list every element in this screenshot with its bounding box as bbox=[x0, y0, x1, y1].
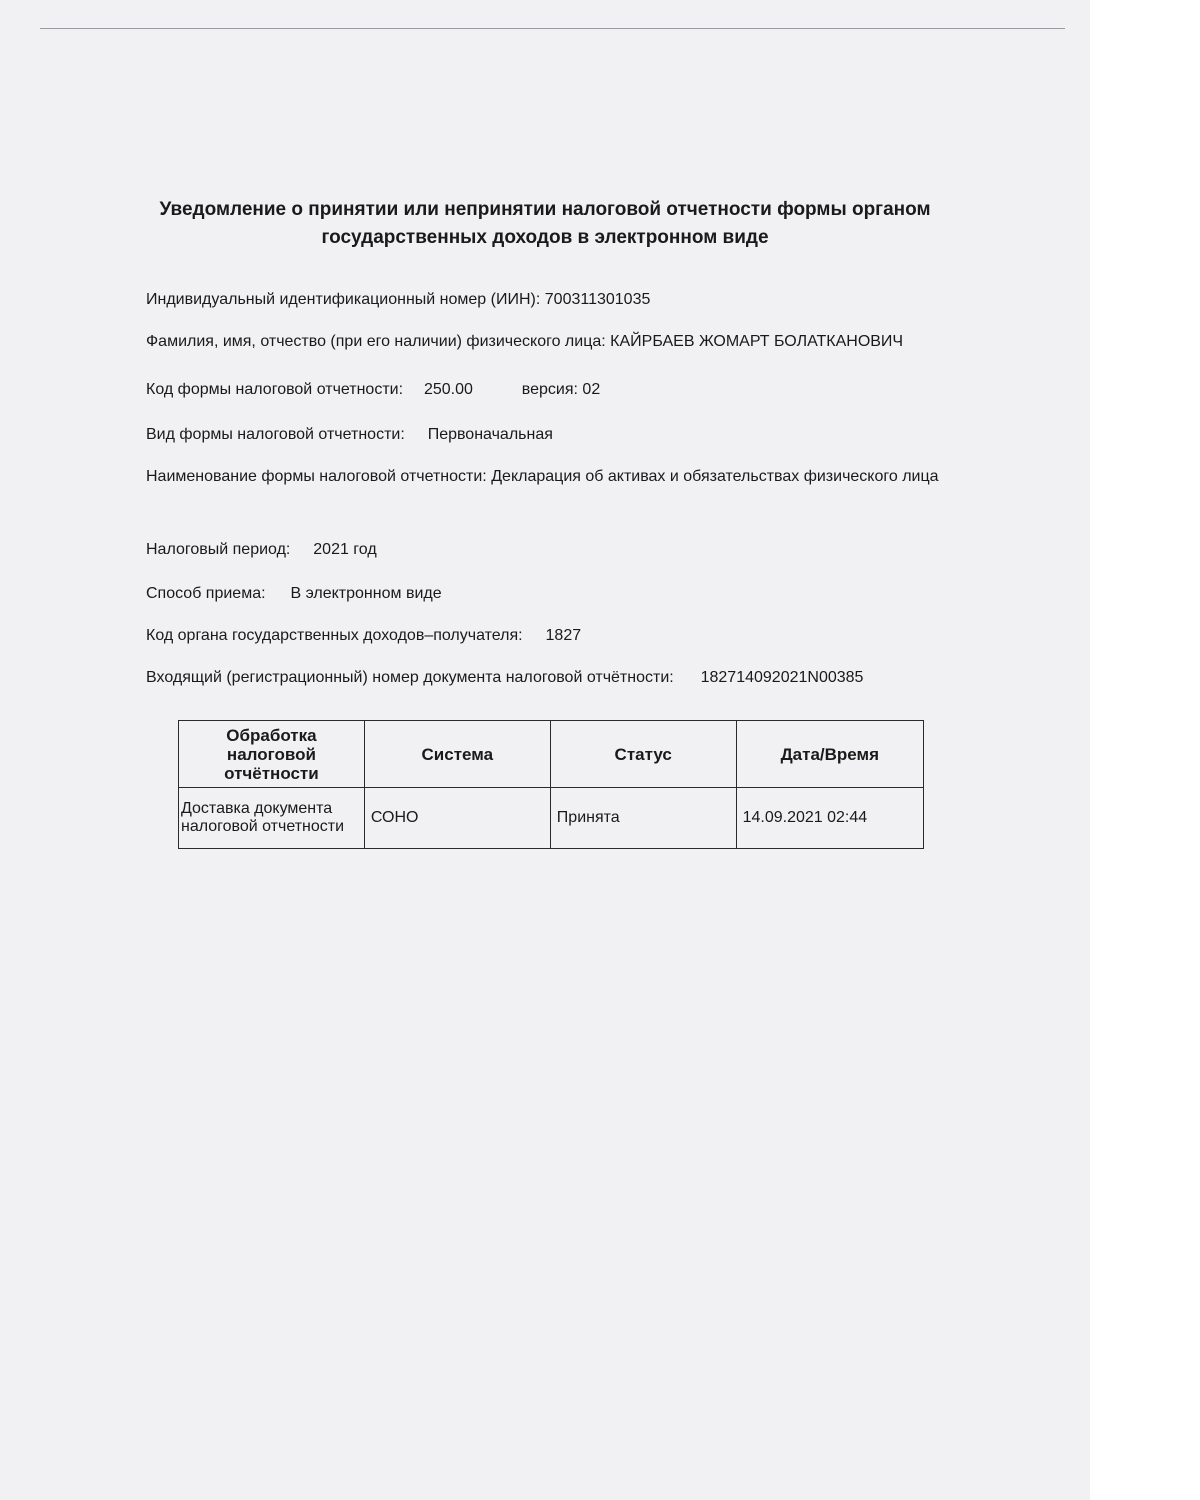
form-type-value: Первоначальная bbox=[427, 426, 553, 443]
iin-value: 700311301035 bbox=[544, 291, 651, 308]
cell-datetime: 14.09.2021 02:44 bbox=[736, 788, 923, 849]
period-value: 2021 год bbox=[313, 541, 377, 558]
cell-status: Принята bbox=[550, 788, 736, 849]
form-code-label: Код формы налоговой отчетности: bbox=[146, 381, 404, 398]
form-code-field bbox=[146, 376, 600, 404]
authority-field bbox=[146, 622, 581, 650]
authority-value: 1827 bbox=[545, 627, 582, 644]
form-name-label: Наименование формы налоговой отчетности: bbox=[146, 468, 487, 485]
method-field bbox=[146, 580, 442, 608]
version-value: 02 bbox=[582, 381, 601, 398]
iin-field bbox=[146, 286, 650, 314]
version-label: версия: bbox=[521, 381, 578, 398]
period-label: Налоговый период: bbox=[146, 541, 291, 558]
top-divider bbox=[40, 28, 1065, 29]
cell-system: СОНО bbox=[364, 788, 550, 849]
form-type-field bbox=[146, 421, 553, 449]
form-name-value: Декларация об активах и обязательствах физического лица bbox=[491, 468, 939, 485]
method-value: В электронном виде bbox=[290, 585, 442, 602]
document-title: Уведомление о принятии или непринятии налоговой отчетности формы органом государственных доходов в электронном виде bbox=[159, 199, 931, 248]
header-datetime: Дата/Время bbox=[736, 721, 923, 788]
reg-number-value: 182714092021N00385 bbox=[700, 669, 864, 686]
header-system: Система bbox=[364, 721, 550, 788]
period-field bbox=[146, 536, 377, 564]
method-label: Способ приема: bbox=[146, 585, 266, 602]
form-type-label: Вид формы налоговой отчетности: bbox=[146, 426, 405, 443]
reg-number-field bbox=[146, 664, 863, 692]
iin-label: Индивидуальный идентификационный номер (ИИН): bbox=[146, 291, 541, 308]
form-code-value: 250.00 bbox=[423, 381, 473, 398]
reg-number-label: Входящий (регистрационный) номер документа налоговой отчётности: bbox=[146, 669, 674, 686]
name-field bbox=[146, 328, 903, 356]
header-processing: Обработка налоговой отчётности bbox=[179, 721, 365, 788]
name-label: Фамилия, имя, отчество (при его наличии) физического лица: bbox=[146, 333, 606, 350]
table-row bbox=[179, 788, 924, 849]
name-value: КАЙРБАЕВ ЖОМАРТ БОЛАТКАНОВИЧ bbox=[610, 333, 904, 350]
form-name-field bbox=[146, 462, 991, 491]
scan-margin bbox=[1090, 0, 1200, 1500]
authority-label: Код органа государственных доходов–получателя: bbox=[146, 627, 523, 644]
cell-processing: Доставка документа налоговой отчетности bbox=[179, 788, 365, 849]
header-status: Статус bbox=[550, 721, 736, 788]
table-header-row bbox=[179, 721, 924, 788]
processing-table bbox=[178, 720, 924, 849]
